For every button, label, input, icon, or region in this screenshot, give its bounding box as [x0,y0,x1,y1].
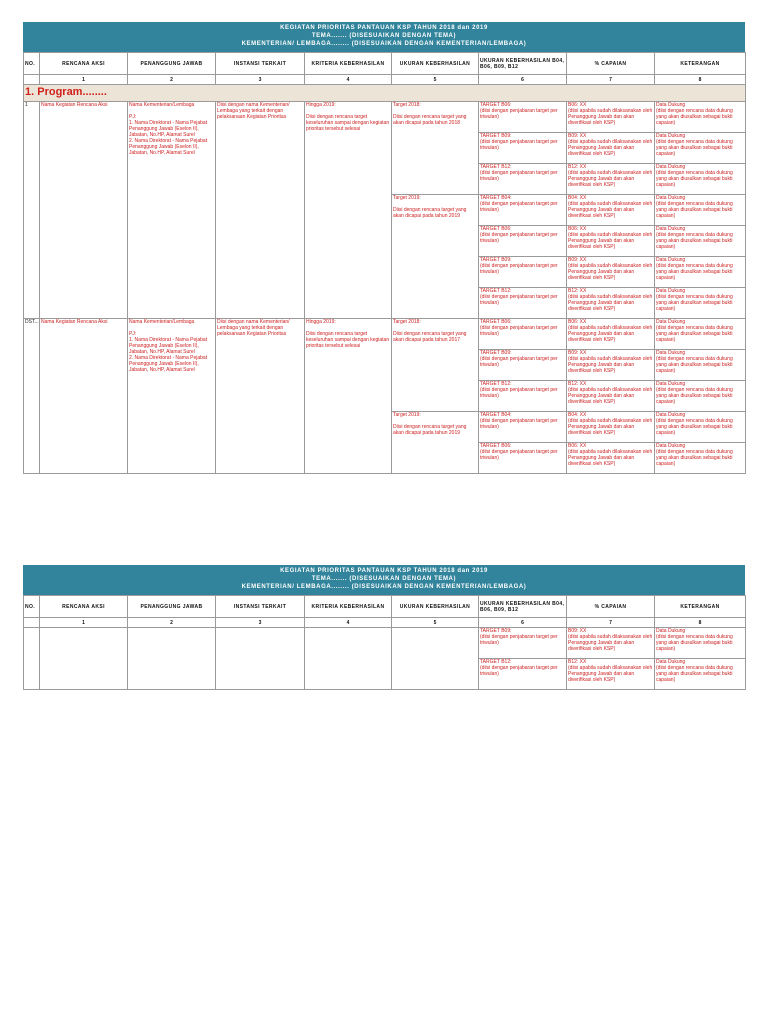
capaian-cell: B12: XX (diisi apabila sudah dilaksanakan oleh Penanggung Jawab dan akan diverifikasi oleh KSP) [567,164,655,195]
target-cell: TARGET B06: (diisi dengan penjabaran target per triwulan) [479,226,567,257]
keterangan-cell: Data Dukung (diisi dengan rencana data dukung yang akan diusulkan sebagai bukti capaian) [655,443,746,474]
col-num-1: 1 [40,75,128,85]
capaian-cell: B06: XX (diisi apabila sudah dilaksanakan oleh Penanggung Jawab dan akan diverifikasi oleh KSP) [567,319,655,350]
banner-theme: TEMA....... (DISESUAIKAN DENGAN TEMA) [311,576,457,582]
capaian-cell: B04: XX (diisi apabila sudah dilaksanakan oleh Penanggung Jawab dan akan diverifikasi oleh KSP) [567,195,655,226]
ukuran-keberhasilan-cell: Target 2019: Diisi dengan rencana target yang akan dicapai pada tahun 2019 [392,195,479,319]
keterangan-cell: Data Dukung (diisi dengan rencana data dukung yang akan diusulkan sebagai bukti capaian) [655,133,746,164]
penanggung-jawab-cell: Nama Kementerian/Lembaga PJ: 1. Nama Direktorat - Nama Pejabat Penanggung Jawab (Eselon II), Jabatan, No.HP, Alamat Surel 2. Nama Direktorat - Nama Pejabat Penanggung Jawab (Eselon II), Jabatan, No.HP, Alamat Surel [128,102,216,319]
header-ukuran-b: UKURAN KEBERHASILAN B04, B06, B09, B12 [479,596,567,618]
col-num-4: 4 [305,618,392,628]
col-num-6: 6 [479,618,567,628]
target-cell: TARGET B09: (diisi dengan penjabaran target per triwulan) [479,257,567,288]
col-num-3: 3 [216,618,305,628]
col-num-7: 7 [567,75,655,85]
rencana-aksi-cell [40,628,128,690]
banner-ministry: KEMENTERIAN/ LEMBAGA........ (DISESUAIKAN DENGAN KEMENTERIAN/LEMBAGA) [241,584,527,590]
banner-title: KEGIATAN PRIORITAS PANTAUAN KSP TAHUN 2018 dan 2019 [280,25,488,31]
kriteria-cell: Hingga 2019: Diisi dengan rencana target keseluruhan sampai dengan kegiatan prioritas tersebut selesai [305,102,392,319]
keterangan-cell: Data Dukung (diisi dengan rencana data dukung yang akan diusulkan sebagai bukti capaian) [655,164,746,195]
header-ukuran: UKURAN KEBERHASILAN [392,53,479,75]
target-cell: TARGET B06: (diisi dengan penjabaran target per triwulan) [479,102,567,133]
capaian-cell: B06: XX (diisi apabila sudah dilaksanakan oleh Penanggung Jawab dan akan diverifikasi oleh KSP) [567,443,655,474]
target-cell: TARGET B12: (diisi dengan penjabaran target per triwulan) [479,288,567,319]
capaian-cell: B09: XX (diisi apabila sudah dilaksanakan oleh Penanggung Jawab dan akan diverifikasi oleh KSP) [567,133,655,164]
col-num-1: 1 [40,618,128,628]
target-cell: TARGET B09: (diisi dengan penjabaran target per triwulan) [479,628,567,659]
capaian-cell: B06: XX (diisi apabila sudah dilaksanakan oleh Penanggung Jawab dan akan diverifikasi oleh KSP) [567,226,655,257]
col-num-5: 5 [392,618,479,628]
capaian-cell: B09: XX (diisi apabila sudah dilaksanakan oleh Penanggung Jawab dan akan diverifikasi oleh KSP) [567,257,655,288]
target-cell: TARGET B12: (diisi dengan penjabaran target per triwulan) [479,659,567,690]
header-capaian: % CAPAIAN [567,596,655,618]
program-label: 1. Program........ [25,86,107,98]
capaian-cell: B06: XX (diisi apabila sudah dilaksanakan oleh Penanggung Jawab dan akan diverifikasi oleh KSP) [567,102,655,133]
keterangan-cell: Data Dukung (diisi dengan rencana data dukung yang akan diusulkan sebagai bukti capaian) [655,226,746,257]
keterangan-cell: Data Dukung (diisi dengan rencana data dukung yang akan diusulkan sebagai bukti capaian) [655,350,746,381]
col-num-8: 8 [655,618,746,628]
penanggung-jawab-cell: Nama Kementerian/Lembaga PJ: 1. Nama Direktorat - Nama Pejabat Penanggung Jawab (Eselon II), Jabatan, No.HP, Alamat Surel 2. Nama Direktorat - Nama Pejabat Penanggung Jawab (Eselon II), Jabatan, No.HP, Alamat Surel [128,319,216,474]
header-kriteria: KRITERIA KEBERHASILAN [305,53,392,75]
col-num-2: 2 [128,75,216,85]
capaian-cell: B12: XX (diisi apabila sudah dilaksanakan oleh Penanggung Jawab dan akan diverifikasi oleh KSP) [567,659,655,690]
keterangan-cell: Data Dukung (diisi dengan rencana data dukung yang akan diusulkan sebagai bukti capaian) [655,102,746,133]
program-row [24,85,746,102]
header-kriteria: KRITERIA KEBERHASILAN [305,596,392,618]
row-number: DST... [24,319,40,474]
keterangan-cell: Data Dukung (diisi dengan rencana data dukung yang akan diusulkan sebagai bukti capaian) [655,288,746,319]
kriteria-cell: Hingga 2019: Diisi dengan rencana target keseluruhan sampai dengan kegiatan prioritas tersebut selesai [305,319,392,474]
penanggung-jawab-cell [128,628,216,690]
target-cell: TARGET B09: (diisi dengan penjabaran target per triwulan) [479,350,567,381]
header-instansi-terkait: INSTANSI TERKAIT [216,596,305,618]
target-cell: TARGET B12: (diisi dengan penjabaran target per triwulan) [479,381,567,412]
header-ukuran-b: UKURAN KEBERHASILAN B04, B06, B09, B12 [479,53,567,75]
keterangan-cell: Data Dukung (diisi dengan rencana data dukung yang akan diusulkan sebagai bukti capaian) [655,319,746,350]
rencana-aksi-cell: Nama Kegiatan Rencana Aksi [40,319,128,474]
table-row [24,102,746,133]
ukuran-keberhasilan-cell [392,628,479,690]
keterangan-cell: Data Dukung (diisi dengan rencana data dukung yang akan diusulkan sebagai bukti capaian) [655,381,746,412]
kriteria-cell [305,628,392,690]
keterangan-cell: Data Dukung (diisi dengan rencana data dukung yang akan diusulkan sebagai bukti capaian) [655,628,746,659]
capaian-cell: B09: XX (diisi apabila sudah dilaksanakan oleh Penanggung Jawab dan akan diverifikasi oleh KSP) [567,350,655,381]
capaian-cell: B09: XX (diisi apabila sudah dilaksanakan oleh Penanggung Jawab dan akan diverifikasi oleh KSP) [567,628,655,659]
col-num-3: 3 [216,75,305,85]
capaian-cell: B12: XX (diisi apabila sudah dilaksanakan oleh Penanggung Jawab dan akan diverifikasi oleh KSP) [567,381,655,412]
instansi-terkait-cell: Diisi dengan nama Kementerian/ Lembaga yang terkait dengan pelaksanaan Kegiatan Prioritas [216,319,305,474]
target-cell: TARGET B09: (diisi dengan penjabaran target per triwulan) [479,133,567,164]
capaian-cell: B04: XX (diisi apabila sudah dilaksanakan oleh Penanggung Jawab dan akan diverifikasi oleh KSP) [567,412,655,443]
header-penanggung-jawab: PENANGGUNG JAWAB [128,53,216,75]
keterangan-cell: Data Dukung (diisi dengan rencana data dukung yang akan diusulkan sebagai bukti capaian) [655,195,746,226]
banner-theme: TEMA....... (DISESUAIKAN DENGAN TEMA) [311,33,457,39]
header-keterangan: KETERANGAN [655,596,746,618]
ukuran-keberhasilan-cell: Target 2018: Diisi dengan rencana target yang akan dicapai pada tahun 2018 [392,102,479,195]
header-capaian: % CAPAIAN [567,53,655,75]
target-cell: TARGET B06: (diisi dengan penjabaran target per triwulan) [479,443,567,474]
header-no: NO. [24,53,40,75]
row-number [24,628,40,690]
col-num-4: 4 [305,75,392,85]
table-banner [23,22,745,52]
col-num-2: 2 [128,618,216,628]
banner-ministry: KEMENTERIAN/ LEMBAGA........ (DISESUAIKAN DENGAN KEMENTERIAN/LEMBAGA) [241,41,527,47]
col-num-6: 6 [479,75,567,85]
header-instansi-terkait: INSTANSI TERKAIT [216,53,305,75]
header-ukuran: UKURAN KEBERHASILAN [392,596,479,618]
table-row [24,628,746,659]
row-number: 1 [24,102,40,319]
header-penanggung-jawab: PENANGGUNG JAWAB [128,596,216,618]
instansi-terkait-cell: Diisi dengan nama Kementerian/ Lembaga yang terkait dengan pelaksanaan Kegiatan Prioritas [216,102,305,319]
col-num-8: 8 [655,75,746,85]
target-cell: TARGET B12: (diisi dengan penjabaran target per triwulan) [479,164,567,195]
column-number-row [24,618,746,628]
target-cell: TARGET B04: (diisi dengan penjabaran target per triwulan) [479,195,567,226]
col-num-7: 7 [567,618,655,628]
column-number-row [24,75,746,85]
keterangan-cell: Data Dukung (diisi dengan rencana data dukung yang akan diusulkan sebagai bukti capaian) [655,659,746,690]
header-keterangan: KETERANGAN [655,53,746,75]
header-rencana-aksi: RENCANA AKSI [40,596,128,618]
table-row [24,319,746,350]
ukuran-keberhasilan-cell: Target 2019: Diisi dengan rencana target yang akan dicapai pada tahun 2019 [392,412,479,474]
rencana-aksi-cell: Nama Kegiatan Rencana Aksi [40,102,128,319]
keterangan-cell: Data Dukung (diisi dengan rencana data dukung yang akan diusulkan sebagai bukti capaian) [655,412,746,443]
monitoring-table-page2 [23,595,746,690]
header-rencana-aksi: RENCANA AKSI [40,53,128,75]
table-banner-page2 [23,565,745,595]
ukuran-keberhasilan-cell: Target 2018: Diisi dengan rencana target yang akan dicapai pada tahun 2017 [392,319,479,412]
keterangan-cell: Data Dukung (diisi dengan rencana data dukung yang akan diusulkan sebagai bukti capaian) [655,257,746,288]
monitoring-table [23,52,746,474]
instansi-terkait-cell [216,628,305,690]
target-cell: TARGET B06: (diisi dengan penjabaran target per triwulan) [479,319,567,350]
header-no: NO. [24,596,40,618]
target-cell: TARGET B04: (diisi dengan penjabaran target per triwulan) [479,412,567,443]
capaian-cell: B12: XX (diisi apabila sudah dilaksanakan oleh Penanggung Jawab dan akan diverifikasi oleh KSP) [567,288,655,319]
col-num-5: 5 [392,75,479,85]
banner-title: KEGIATAN PRIORITAS PANTAUAN KSP TAHUN 2018 dan 2019 [280,568,488,574]
